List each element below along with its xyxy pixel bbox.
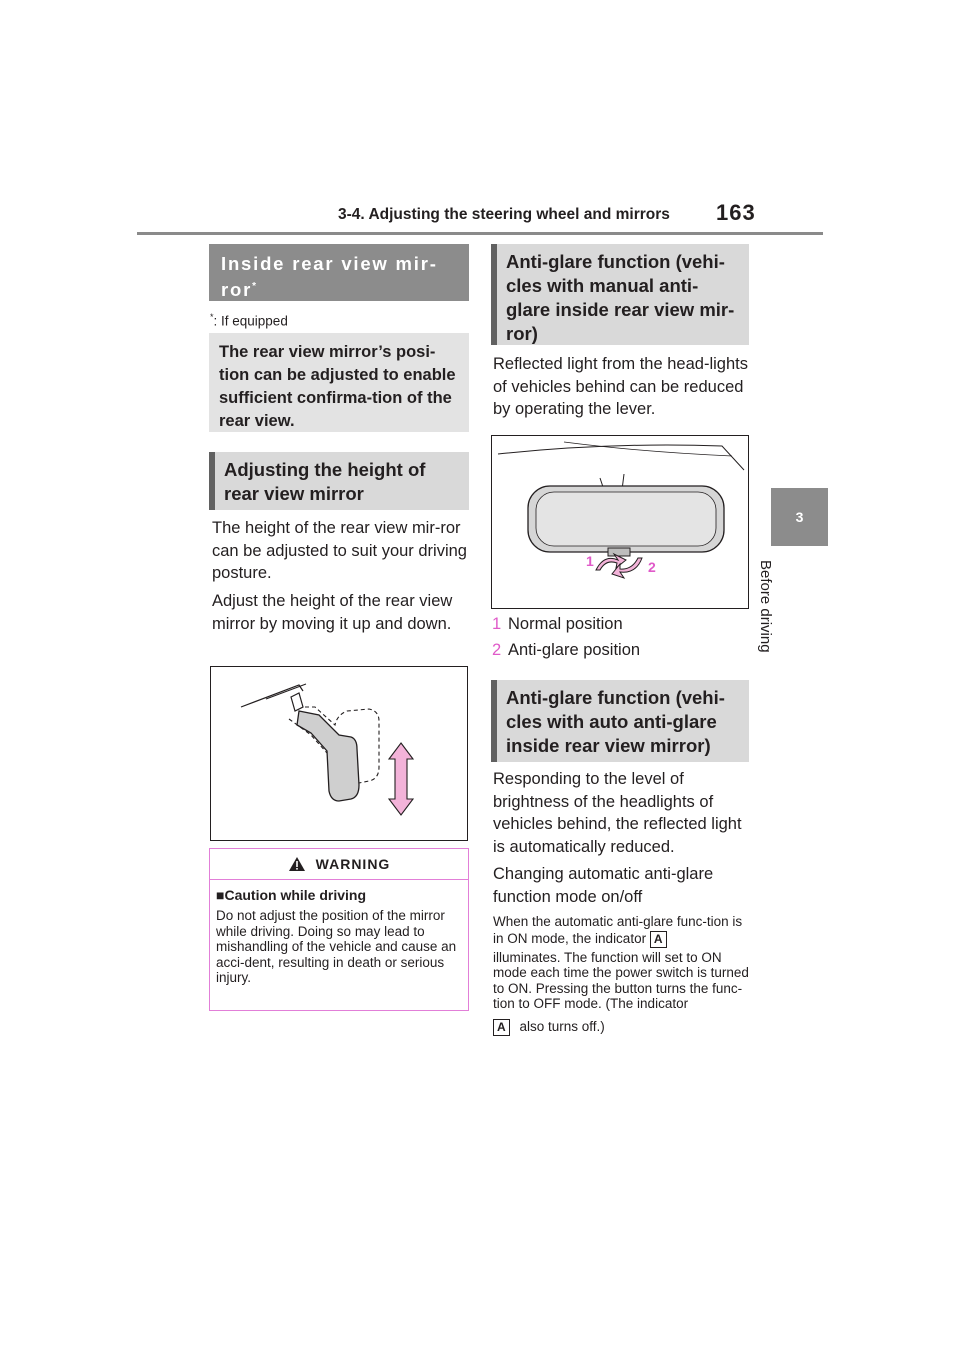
mirror-mount: [291, 693, 303, 711]
note-auto-mode: [493, 913, 751, 1036]
chapter-number: 3: [795, 509, 804, 525]
indicator-a-label: A: [650, 931, 667, 948]
warning-box: [209, 848, 469, 1011]
anti-glare-lever-illustration: [492, 436, 748, 608]
list-text: Anti-glare position: [508, 640, 641, 659]
paragraph-height-2: Adjust the height of the rear view mirror by moving it up and down.: [212, 592, 453, 633]
paragraph-height-1: The height of the rear view mir-ror can be adjusted to suit your driving posture.: [212, 519, 467, 582]
mirror-height-illustration: [211, 667, 467, 840]
list-number: 1: [492, 615, 502, 633]
chapter-tab: [771, 488, 828, 546]
list-text: Normal position: [508, 615, 623, 633]
subheading-adjust-height: Adjusting the height of rear view mirror: [209, 452, 469, 510]
mirror-glass: [536, 492, 716, 546]
footnote-mark: *: [210, 312, 214, 322]
figure-mirror-height: [210, 666, 468, 841]
note-text-a: When the automatic anti-glare func-tion is in ON mode, the indicator: [493, 914, 743, 946]
figure-label-2: 2: [648, 559, 656, 575]
paragraph-auto-1: Responding to the level of brightness of the headlights of vehicles behind, the reflected light is automatically reduced.: [493, 770, 742, 856]
up-down-arrow-icon: [389, 743, 413, 815]
list-item: [492, 613, 750, 636]
figure-manual-anti-glare: [491, 435, 749, 609]
list-item: [492, 639, 750, 662]
windshield-inner-line: [564, 442, 732, 456]
chapter-title-vertical: [757, 560, 794, 670]
warning-text: Do not adjust the position of the mirror while driving. Doing so may lead to mishandling of the vehicle and cause an acci-dent, resulting in death or serious injury.: [216, 908, 457, 985]
summary-box: The rear view mirror’s posi-tion can be adjusted to enable sufficient confirma-tion of the rear view.: [209, 333, 469, 432]
mirror-solid: [297, 711, 359, 801]
warning-triangle-icon: [288, 856, 306, 872]
section-title: 3-4. Adjusting the steering wheel and mirrors: [338, 206, 670, 223]
warning-header: [210, 849, 468, 880]
paragraph-auto-2: Changing automatic anti-glare function mode on/off: [493, 865, 714, 906]
subheading-manual-anti-glare: Anti-glare function (vehi-cles with manual anti-glare inside rear view mir-ror): [491, 244, 749, 345]
indicator-a-label-2: A: [493, 1019, 510, 1036]
note-text-c: also turns off.): [519, 1018, 605, 1034]
figure-label-1: 1: [586, 553, 594, 569]
list-number: 2: [492, 640, 502, 659]
paragraph-manual: Reflected light from the head-lights of vehicles behind can be reduced by operating the lever.: [493, 355, 748, 418]
position-list: [492, 613, 750, 661]
header-rule: [137, 232, 823, 235]
heading-text: Inside rear view mir-ror: [221, 253, 438, 301]
warning-subtitle: ■Caution while driving: [216, 887, 367, 903]
heading-asterisk: *: [252, 281, 257, 292]
heading-inside-rear-view-mirror: [209, 244, 469, 301]
footnote: [210, 312, 288, 329]
anti-glare-lever: [608, 548, 630, 556]
warning-title: WARNING: [315, 856, 391, 872]
note-text-b: illuminates. The function will set to ON mode each time the power switch is turned to ON. Pressing the button turns the func-tion to OFF mode. (The indicator: [493, 949, 749, 1012]
page-number: 163: [716, 200, 756, 225]
footnote-text: : If equipped: [213, 313, 288, 329]
chapter-title: Before driving: [757, 560, 774, 653]
subheading-auto-anti-glare: Anti-glare function (vehi-cles with auto anti-glare inside rear view mirror): [491, 680, 749, 762]
